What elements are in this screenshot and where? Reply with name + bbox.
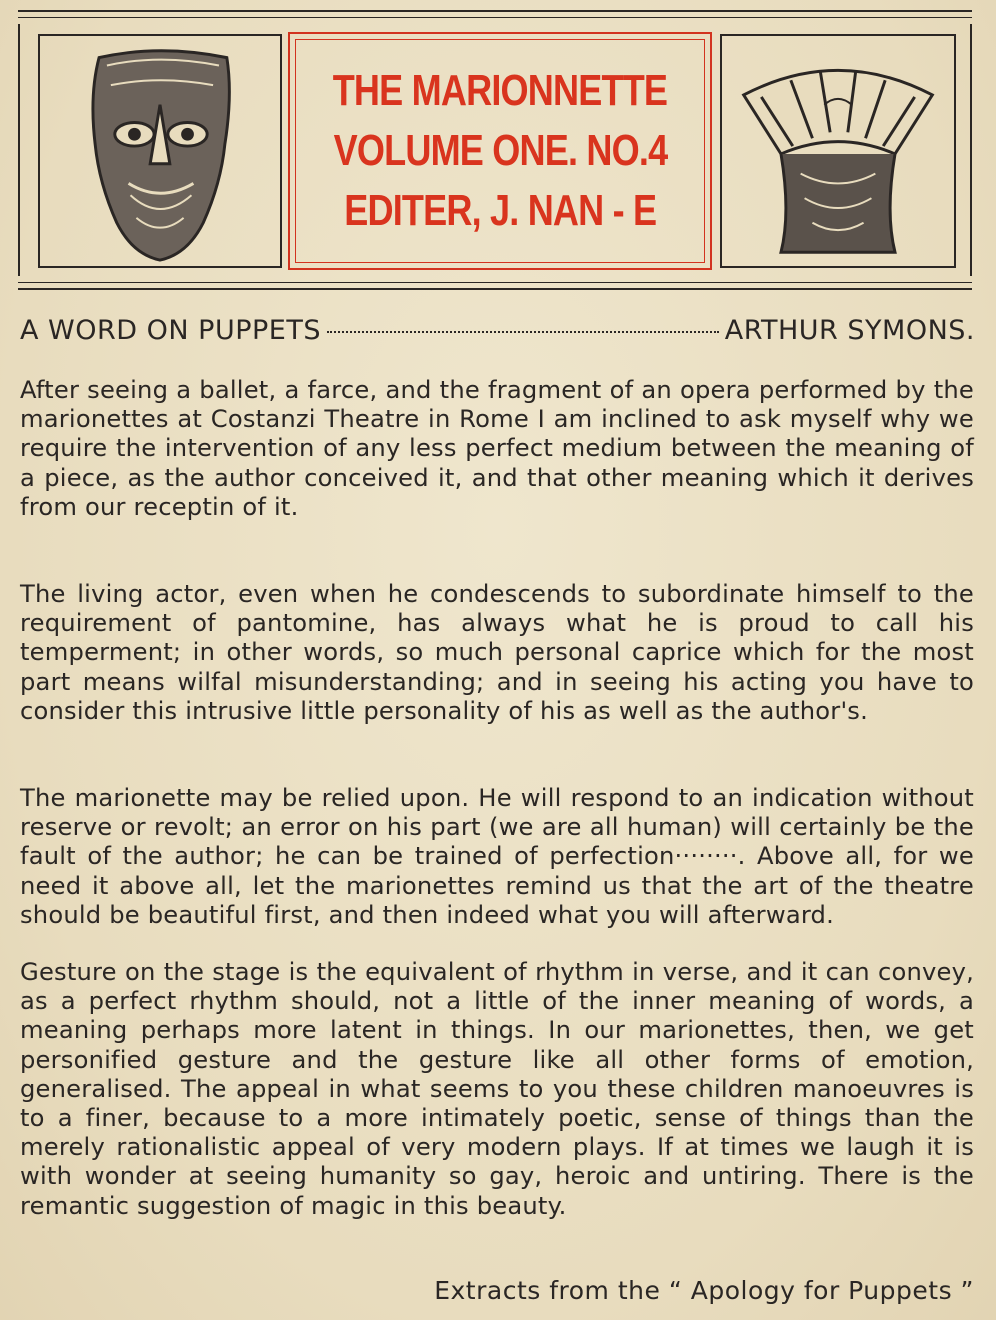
masthead-title: THE MARIONNETTE bbox=[332, 66, 668, 115]
masthead-editor: EDITER, J. NAN - E bbox=[343, 186, 657, 235]
title-panel bbox=[288, 32, 712, 270]
paragraph-3: The marionette may be relied upon. He will respond to an indication without reserve or revolt; an error on his part (we are all human) will certainly be the fault of the author; he can be trained of perfection········. Above all, for we need it above all, let the marionettes remind us that the art of the theatre should be beautiful first, and then indeed what you will afterward. bbox=[20, 784, 974, 929]
article-byline bbox=[20, 315, 975, 346]
paragraph-2: The living actor, even when he condescends to subordinate himself to the requirement of pantomine, has always what he is proud to call his temperment; in other words, so much personal caprice which for the most part means wilfal misunderstanding; and in seeing his acting you have to consider this intrusive little personality of his as well as the author's. bbox=[20, 580, 974, 725]
puppet-head-icon bbox=[722, 36, 954, 266]
paragraph-4: Gesture on the stage is the equivalent of rhythm in verse, and it can convey, as a perfect rhythm should, not a little of the inner meaning of words, a meaning perhaps more latent in things. In our marionettes, then, we get personified gesture and the gesture like all other forms of emotion, generalised. The appeal in what seems to you these children manoeuvres is to a finer, because to a more intimately poetic, sense of things than the merely rationalistic appeal of very modern plays. If at times we laugh it is with wonder at seeing humanity so gay, heroic and untiring. There is the remantic suggestion of magic in this beauty. bbox=[20, 958, 974, 1220]
article-author: ARTHUR SYMONS. bbox=[724, 315, 975, 346]
left-illustration-panel bbox=[38, 34, 282, 268]
source-citation: Extracts from the “ Apology for Puppets ” bbox=[434, 1276, 974, 1305]
leader-dots bbox=[327, 331, 719, 333]
right-illustration-panel bbox=[720, 34, 956, 268]
carved-mask-icon bbox=[40, 36, 280, 266]
masthead bbox=[18, 10, 972, 290]
paragraph-1: After seeing a ballet, a farce, and the fragment of an opera performed by the marionettes at Costanzi Theatre in Rome I am inclined to ask myself why we require the intervention of any less perfect medium between the meaning of a piece, as the author conceived it, and that other meaning which it derives from our receptin of it. bbox=[20, 376, 974, 521]
article-title: A WORD ON PUPPETS bbox=[20, 315, 321, 346]
masthead-volume: VOLUME ONE. NO.4 bbox=[333, 126, 667, 175]
